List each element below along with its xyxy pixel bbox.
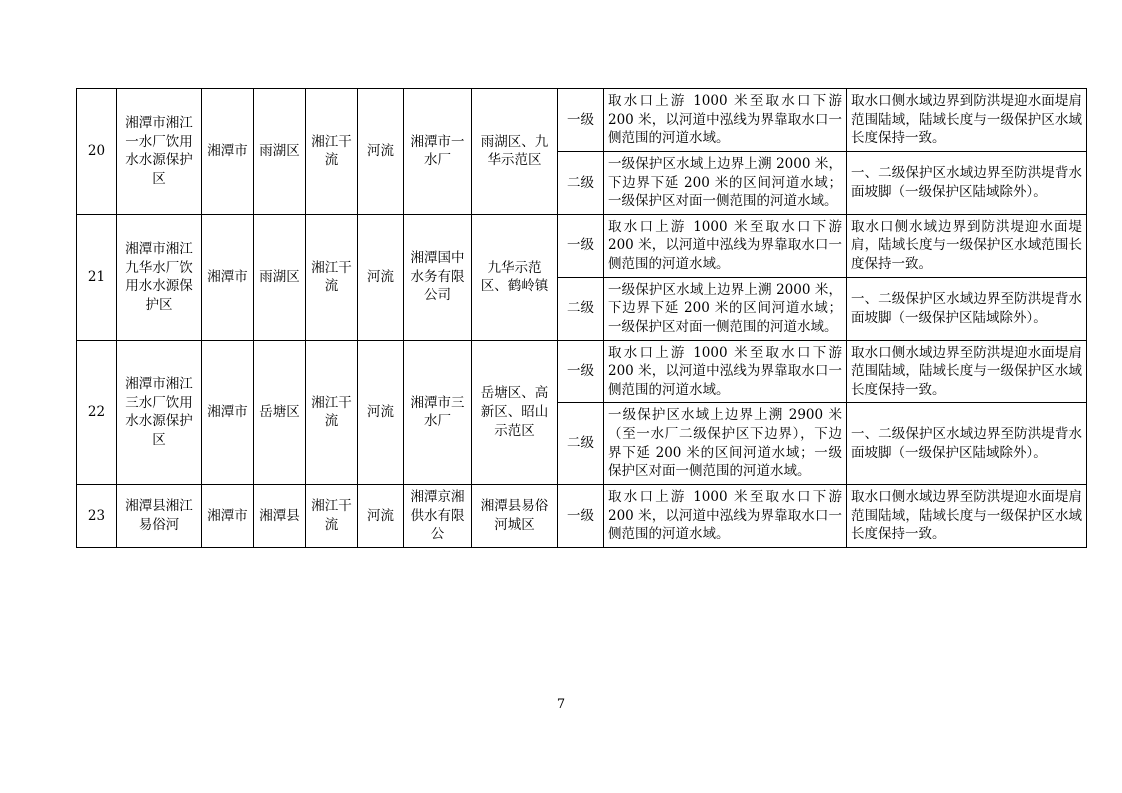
- cell-river: 湘江干流: [306, 340, 358, 484]
- cell-level: 一级: [558, 340, 604, 403]
- cell-level: 二级: [558, 277, 604, 340]
- cell-water-range: 取水口上游 1000 米至取水口下游 200 米，以河道中泓线为界靠取水口一侧范围的河道水域。: [604, 484, 847, 547]
- cell-county: 雨湖区: [254, 214, 306, 340]
- table-row: [77, 214, 1087, 277]
- cell-name: 湘潭市湘江九华水厂饮用水水源保护区: [117, 214, 202, 340]
- cell-land-range: 一、二级保护区水域边界至防洪堤背水面坡脚（一级保护区陆域除外）。: [847, 403, 1087, 485]
- cell-city: 湘潭市: [202, 214, 254, 340]
- cell-water-type: 河流: [358, 214, 404, 340]
- cell-index: 22: [77, 340, 117, 484]
- cell-land-range: 取水口侧水域边界到防洪堤迎水面堤肩范围陆域，陆域长度与一级保护区水域长度保持一致。: [847, 89, 1087, 152]
- cell-name: 湘潭市湘江三水厂饮用水水源保护区: [117, 340, 202, 484]
- table-row: [77, 340, 1087, 403]
- cell-city: 湘潭市: [202, 340, 254, 484]
- cell-water-range: 一级保护区水域上边界上溯 2000 米，下边界下延 200 米的区间河道水域；一级保护区对面一侧范围的河道水域。: [604, 151, 847, 214]
- cell-plant: 湘潭京湘供水有限公: [404, 484, 472, 547]
- page-number: 7: [556, 697, 566, 712]
- cell-area: 九华示范区、鹤岭镇: [472, 214, 558, 340]
- cell-name: 湘潭市湘江一水厂饮用水水源保护区: [117, 89, 202, 215]
- cell-river: 湘江干流: [306, 214, 358, 340]
- cell-water-range: 取水口上游 1000 米至取水口下游 200 米，以河道中泓线为界靠取水口一侧范围的河道水域。: [604, 214, 847, 277]
- cell-county: 湘潭县: [254, 484, 306, 547]
- cell-index: 23: [77, 484, 117, 547]
- cell-plant: 湘潭市一水厂: [404, 89, 472, 215]
- cell-water-range: 取水口上游 1000 米至取水口下游 200 米，以河道中泓线为界靠取水口一侧范围的河道水域。: [604, 89, 847, 152]
- cell-land-range: 取水口侧水域边界至防洪堤迎水面堤肩范围陆域，陆域长度与一级保护区水域长度保持一致。: [847, 340, 1087, 403]
- cell-county: 雨湖区: [254, 89, 306, 215]
- cell-water-type: 河流: [358, 340, 404, 484]
- cell-name: 湘潭县湘江易俗河: [117, 484, 202, 547]
- cell-water-type: 河流: [358, 484, 404, 547]
- cell-index: 20: [77, 89, 117, 215]
- cell-river: 湘江干流: [306, 89, 358, 215]
- cell-land-range: 取水口侧水域边界至防洪堤迎水面堤肩范围陆域，陆域长度与一级保护区水域长度保持一致。: [847, 484, 1087, 547]
- cell-level: 二级: [558, 151, 604, 214]
- cell-area: 湘潭县易俗河城区: [472, 484, 558, 547]
- cell-water-type: 河流: [358, 89, 404, 215]
- cell-area: 雨湖区、九华示范区: [472, 89, 558, 215]
- cell-water-range: 一级保护区水域上边界上溯 2000 米，下边界下延 200 米的区间河道水域；一级保护区对面一侧范围的河道水域。: [604, 277, 847, 340]
- cell-level: 一级: [558, 214, 604, 277]
- water-source-protection-table: [76, 88, 1087, 548]
- cell-city: 湘潭市: [202, 484, 254, 547]
- cell-river: 湘江干流: [306, 484, 358, 547]
- cell-land-range: 取水口侧水域边界到防洪堤迎水面堤肩，陆域长度与一级保护区水域范围长度保持一致。: [847, 214, 1087, 277]
- cell-land-range: 一、二级保护区水域边界至防洪堤背水面坡脚（一级保护区陆域除外）。: [847, 151, 1087, 214]
- cell-water-range: 取水口上游 1000 米至取水口下游 200 米，以河道中泓线为界靠取水口一侧范围的河道水域。: [604, 340, 847, 403]
- cell-water-range: 一级保护区水域上边界上溯 2900 米（至一水厂二级保护区下边界），下边界下延 200 米的区间河道水域；一级保护区对面一侧范围的河道水域。: [604, 403, 847, 485]
- table-row: [77, 89, 1087, 152]
- cell-level: 一级: [558, 89, 604, 152]
- cell-county: 岳塘区: [254, 340, 306, 484]
- cell-level: 二级: [558, 403, 604, 485]
- cell-plant: 湘潭市三水厂: [404, 340, 472, 484]
- cell-city: 湘潭市: [202, 89, 254, 215]
- cell-level: 一级: [558, 484, 604, 547]
- cell-index: 21: [77, 214, 117, 340]
- cell-land-range: 一、二级保护区水域边界至防洪堤背水面坡脚（一级保护区陆域除外）。: [847, 277, 1087, 340]
- table-row: [77, 484, 1087, 547]
- cell-area: 岳塘区、高新区、昭山示范区: [472, 340, 558, 484]
- water-source-protection-table-wrapper: [76, 88, 1082, 548]
- cell-plant: 湘潭国中水务有限公司: [404, 214, 472, 340]
